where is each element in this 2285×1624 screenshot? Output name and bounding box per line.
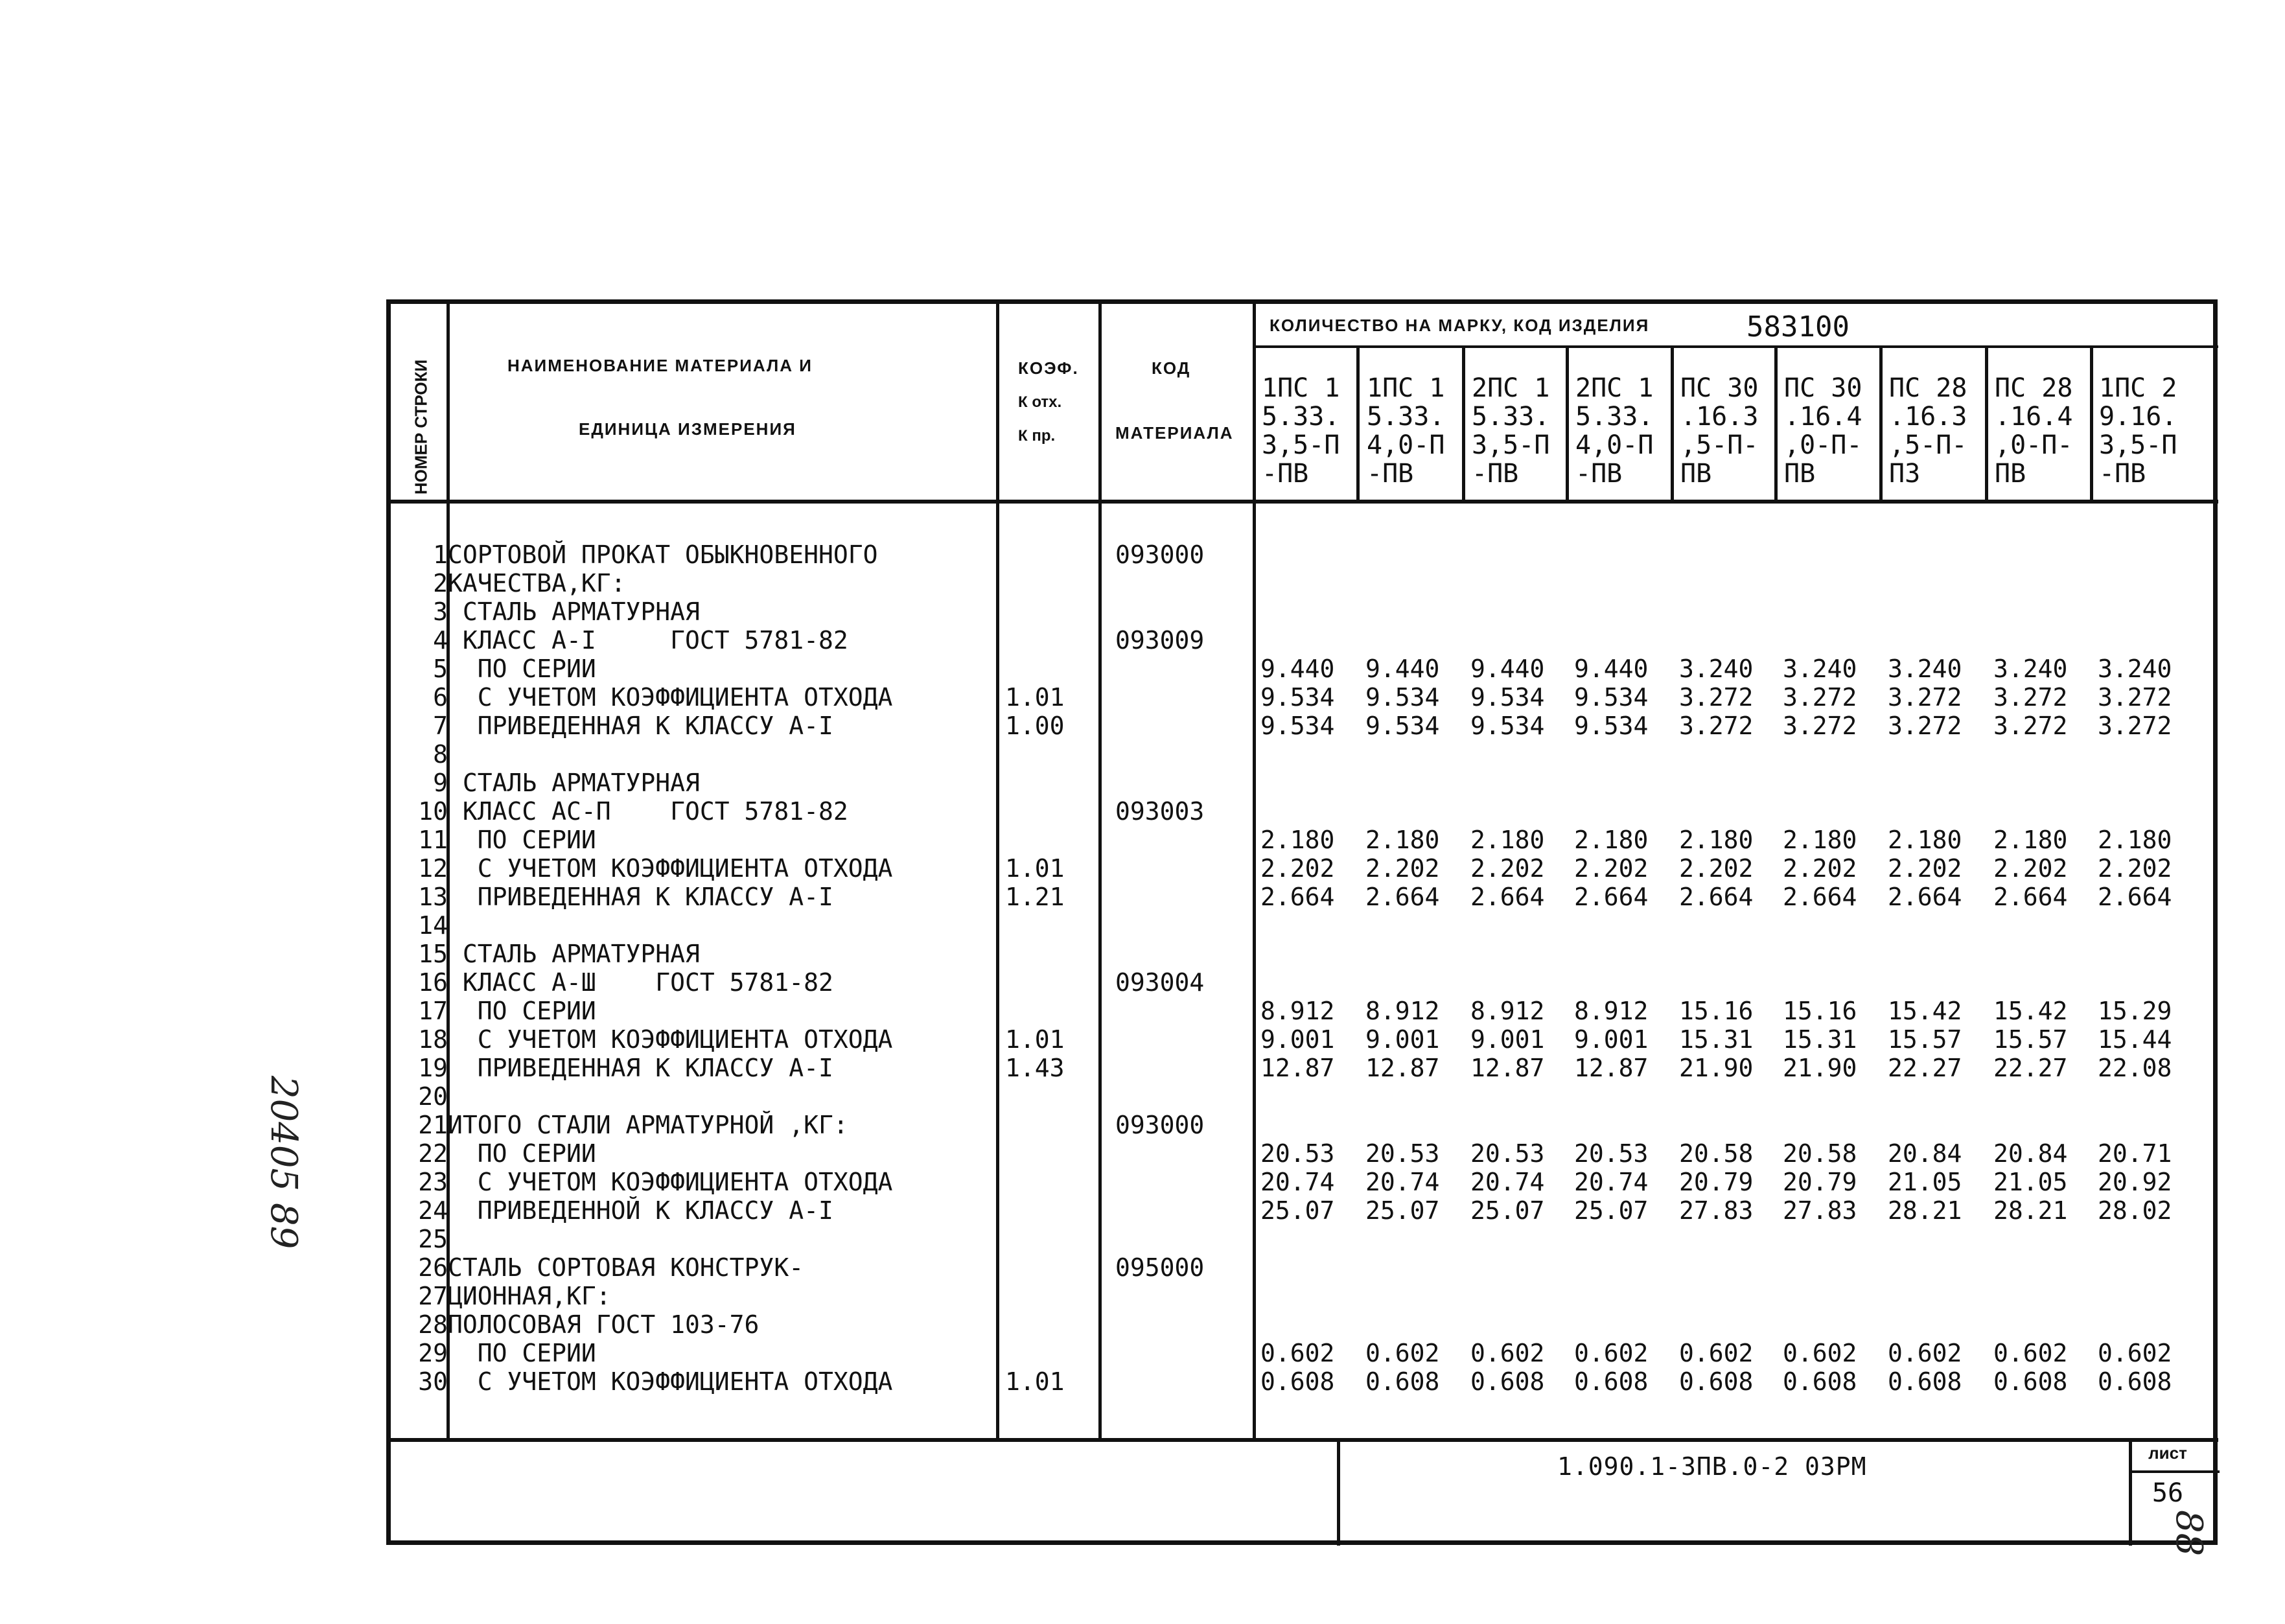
quantity-value: 0.608: [2098, 1367, 2172, 1396]
quantity-value: 20.53: [1574, 1139, 1649, 1168]
quantity-value: 15.44: [2098, 1025, 2172, 1054]
product-column-header: 2ПС 1 5.33. 4,0-П -ПВ: [1575, 374, 1654, 489]
quantity-value: 0.602: [2098, 1339, 2172, 1367]
quantity-value: 20.58: [1783, 1139, 1857, 1168]
quantity-value: 3.240: [1679, 655, 1754, 683]
quantity-value: 20.53: [1470, 1139, 1545, 1168]
quantity-value: 20.53: [1365, 1139, 1440, 1168]
quantity-value: 9.001: [1470, 1025, 1545, 1054]
quantity-value: 0.602: [1260, 1339, 1335, 1367]
material-name: ПОЛОСОВАЯ ГОСТ 103-76: [448, 1310, 760, 1339]
document-code: 1.090.1-3ПВ.0-2 03РМ: [1557, 1452, 1867, 1481]
product-column-header: ПС 28 .16.3 ,5-П- ПЗ: [1889, 374, 1967, 489]
quantity-value: 2.202: [1679, 854, 1754, 883]
material-code: 095000: [1115, 1253, 1205, 1282]
margin-note-right: 88: [2168, 1510, 2210, 1557]
material-name: КЛАСС А-Ш ГОСТ 5781-82: [448, 968, 833, 997]
quantity-value: 20.74: [1260, 1168, 1335, 1196]
material-name: ПРИВЕДЕННАЯ К КЛАССУ А-I: [448, 1054, 833, 1082]
quantity-value: 20.84: [1993, 1139, 2068, 1168]
coef-reduced-header: К пр.: [1018, 427, 1056, 445]
row-number: 6: [433, 683, 448, 712]
quantity-value: 2.180: [1574, 826, 1649, 854]
quantity-value: 2.664: [1679, 883, 1754, 911]
quantity-value: 15.42: [1888, 997, 1962, 1025]
material-name: СТАЛЬ АРМАТУРНАЯ: [448, 940, 700, 968]
quantity-value: 9.001: [1260, 1025, 1335, 1054]
quantity-value: 27.83: [1679, 1196, 1754, 1225]
quantity-value: 2.202: [1888, 854, 1962, 883]
quantity-value: 21.90: [1783, 1054, 1857, 1082]
material-name: ПРИВЕДЕННОЙ К КЛАССУ А-I: [448, 1196, 833, 1225]
quantity-value: 2.202: [1993, 854, 2068, 883]
row-number: 9: [433, 769, 448, 797]
quantity-value: 9.534: [1470, 712, 1545, 740]
quantity-value: 15.57: [1993, 1025, 2068, 1054]
material-code: 093003: [1115, 797, 1205, 826]
coefficient: 1.43: [1005, 1054, 1065, 1082]
header-bottom-line: [391, 500, 2218, 504]
row-number: 11: [418, 826, 448, 854]
material-name-header: НАИМЕНОВАНИЕ МАТЕРИАЛА И: [507, 356, 813, 375]
quantity-value: 0.602: [1574, 1339, 1649, 1367]
unit-header: ЕДИНИЦА ИЗМЕРЕНИЯ: [579, 419, 796, 439]
product-column-header: ПС 30 .16.3 ,5-П- ПВ: [1680, 374, 1759, 489]
quantity-value: 0.602: [1470, 1339, 1545, 1367]
row-number: 8: [433, 740, 448, 769]
margin-note-left: 20405 89: [262, 1076, 305, 1249]
material-name: С УЧЕТОМ КОЭФФИЦИЕНТА ОТХОДА: [448, 1367, 893, 1396]
quantity-value: 0.608: [1574, 1367, 1649, 1396]
quantity-value: 2.202: [1365, 854, 1440, 883]
quantity-value: 15.16: [1679, 997, 1754, 1025]
footer-top-line: [391, 1438, 2218, 1442]
quantity-value: 9.534: [1260, 683, 1335, 712]
material-name: ПО СЕРИИ: [448, 1139, 596, 1168]
coef-waste-header: К отх.: [1018, 393, 1062, 411]
quantity-value: 28.21: [1888, 1196, 1962, 1225]
header-divider: [1253, 345, 2218, 348]
quantity-value: 0.602: [1993, 1339, 2068, 1367]
coefficient: 1.21: [1005, 883, 1065, 911]
row-number: 4: [433, 626, 448, 655]
quantity-value: 20.79: [1679, 1168, 1754, 1196]
quantity-value: 9.534: [1260, 712, 1335, 740]
row-number: 14: [418, 911, 448, 940]
row-number: 5: [433, 655, 448, 683]
quantity-value: 15.31: [1783, 1025, 1857, 1054]
material-code-header: МАТЕРИАЛА: [1115, 423, 1234, 443]
row-number: 22: [418, 1139, 448, 1168]
quantity-value: 0.602: [1365, 1339, 1440, 1367]
quantity-value: 8.912: [1470, 997, 1545, 1025]
product-column-header: 1ПС 1 5.33. 4,0-П -ПВ: [1367, 374, 1445, 489]
footer-divider: [2129, 1470, 2220, 1473]
coef-header: КОЭФ.: [1018, 358, 1079, 378]
material-code: 093009: [1115, 626, 1205, 655]
material-name: СТАЛЬ СОРТОВАЯ КОНСТРУК-: [448, 1253, 804, 1282]
quantity-value: 20.74: [1365, 1168, 1440, 1196]
quantity-value: 0.602: [1679, 1339, 1754, 1367]
material-name: С УЧЕТОМ КОЭФФИЦИЕНТА ОТХОДА: [448, 854, 893, 883]
quantity-value: 8.912: [1365, 997, 1440, 1025]
material-name: С УЧЕТОМ КОЭФФИЦИЕНТА ОТХОДА: [448, 683, 893, 712]
quantity-value: 20.84: [1888, 1139, 1962, 1168]
quantity-value: 3.240: [1783, 655, 1857, 683]
material-name: ПО СЕРИИ: [448, 997, 596, 1025]
quantity-value: 3.272: [2098, 712, 2172, 740]
quantity-value: 9.534: [1574, 712, 1649, 740]
quantity-value: 20.53: [1260, 1139, 1335, 1168]
quantity-value: 9.440: [1574, 655, 1649, 683]
quantity-value: 15.16: [1783, 997, 1857, 1025]
quantity-value: 20.92: [2098, 1168, 2172, 1196]
quantity-value: 2.180: [1260, 826, 1335, 854]
row-number: 1: [433, 540, 448, 569]
quantity-value: 2.180: [2098, 826, 2172, 854]
row-number: 26: [418, 1253, 448, 1282]
coefficient: 1.01: [1005, 1367, 1065, 1396]
footer-divider: [2129, 1438, 2132, 1546]
code-header: КОД: [1152, 358, 1191, 378]
sheet-label: лист: [2148, 1443, 2187, 1463]
quantity-value: 25.07: [1574, 1196, 1649, 1225]
quantity-value: 20.58: [1679, 1139, 1754, 1168]
quantity-value: 0.608: [1260, 1367, 1335, 1396]
row-number: 15: [418, 940, 448, 968]
quantity-value: 9.440: [1365, 655, 1440, 683]
row-number: 19: [418, 1054, 448, 1082]
row-number: 17: [418, 997, 448, 1025]
quantity-value: 20.71: [2098, 1139, 2172, 1168]
quantity-value: 12.87: [1365, 1054, 1440, 1082]
sheet-number: 56: [2152, 1478, 2184, 1508]
material-code: 093000: [1115, 540, 1205, 569]
quantity-value: 15.31: [1679, 1025, 1754, 1054]
product-column-header: ПС 30 .16.4 ,0-П- ПВ: [1784, 374, 1862, 489]
quantity-value: 20.79: [1783, 1168, 1857, 1196]
row-number: 18: [418, 1025, 448, 1054]
quantity-value: 2.180: [1783, 826, 1857, 854]
quantity-value: 25.07: [1470, 1196, 1545, 1225]
coefficient: 1.01: [1005, 683, 1065, 712]
quantity-value: 27.83: [1783, 1196, 1857, 1225]
quantity-value: 2.664: [1260, 883, 1335, 911]
row-number: 7: [433, 712, 448, 740]
material-name: ПРИВЕДЕННАЯ К КЛАССУ А-I: [448, 712, 833, 740]
quantity-value: 25.07: [1260, 1196, 1335, 1225]
quantity-value: 9.534: [1365, 683, 1440, 712]
quantity-value: 3.272: [2098, 683, 2172, 712]
quantity-value: 28.21: [1993, 1196, 2068, 1225]
row-number: 27: [418, 1282, 448, 1310]
product-code: 583100: [1746, 310, 1850, 343]
material-code: 093000: [1115, 1111, 1205, 1139]
material-name: ПО СЕРИИ: [448, 826, 596, 854]
quantity-value: 0.608: [1679, 1367, 1754, 1396]
quantity-value: 22.27: [1888, 1054, 1962, 1082]
quantity-value: 2.202: [1260, 854, 1335, 883]
material-code: 093004: [1115, 968, 1205, 997]
quantity-value: 2.180: [1470, 826, 1545, 854]
quantity-value: 0.608: [1993, 1367, 2068, 1396]
quantity-value: 2.664: [1365, 883, 1440, 911]
quantity-value: 0.608: [1783, 1367, 1857, 1396]
quantity-value: 2.202: [1783, 854, 1857, 883]
quantity-header: КОЛИЧЕСТВО НА МАРКУ, КОД ИЗДЕЛИЯ: [1270, 316, 1650, 335]
material-name: СОРТОВОЙ ПРОКАТ ОБЫКНОВЕННОГО: [448, 540, 878, 569]
quantity-value: 21.05: [1888, 1168, 1962, 1196]
quantity-value: 21.90: [1679, 1054, 1754, 1082]
quantity-value: 9.534: [1470, 683, 1545, 712]
quantity-value: 28.02: [2098, 1196, 2172, 1225]
quantity-value: 2.180: [1365, 826, 1440, 854]
quantity-value: 8.912: [1260, 997, 1335, 1025]
quantity-value: 0.608: [1888, 1367, 1962, 1396]
quantity-value: 20.74: [1470, 1168, 1545, 1196]
quantity-value: 2.664: [1888, 883, 1962, 911]
quantity-value: 3.240: [2098, 655, 2172, 683]
row-number: 13: [418, 883, 448, 911]
material-name: ПО СЕРИИ: [448, 1339, 596, 1367]
quantity-value: 15.57: [1888, 1025, 1962, 1054]
row-number: 2: [433, 569, 448, 597]
quantity-value: 8.912: [1574, 997, 1649, 1025]
quantity-value: 22.08: [2098, 1054, 2172, 1082]
quantity-value: 3.240: [1993, 655, 2068, 683]
quantity-value: 3.272: [1888, 683, 1962, 712]
col-divider: [996, 304, 999, 1438]
row-number: 25: [418, 1225, 448, 1253]
quantity-value: 0.602: [1783, 1339, 1857, 1367]
quantity-value: 3.272: [1783, 683, 1857, 712]
product-column-header: ПС 28 .16.4 ,0-П- ПВ: [1995, 374, 2073, 489]
coefficient: 1.01: [1005, 1025, 1065, 1054]
row-number: 23: [418, 1168, 448, 1196]
quantity-value: 2.180: [1679, 826, 1754, 854]
quantity-value: 12.87: [1470, 1054, 1545, 1082]
quantity-value: 3.272: [1888, 712, 1962, 740]
quantity-value: 0.602: [1888, 1339, 1962, 1367]
material-name: ПО СЕРИИ: [448, 655, 596, 683]
quantity-value: 0.608: [1470, 1367, 1545, 1396]
quantity-value: 2.202: [1574, 854, 1649, 883]
quantity-value: 3.272: [1679, 712, 1754, 740]
coefficient: 1.01: [1005, 854, 1065, 883]
quantity-value: 2.180: [1993, 826, 2068, 854]
material-name: ЦИОННАЯ,КГ:: [448, 1282, 611, 1310]
quantity-value: 0.608: [1365, 1367, 1440, 1396]
material-name: КЛАСС А-I ГОСТ 5781-82: [448, 626, 848, 655]
footer-divider: [1337, 1438, 1340, 1546]
material-name: С УЧЕТОМ КОЭФФИЦИЕНТА ОТХОДА: [448, 1168, 893, 1196]
quantity-value: 2.202: [1470, 854, 1545, 883]
quantity-value: 15.42: [1993, 997, 2068, 1025]
quantity-value: 9.534: [1365, 712, 1440, 740]
coefficient: 1.00: [1005, 712, 1065, 740]
row-number: 28: [418, 1310, 448, 1339]
quantity-value: 2.664: [1470, 883, 1545, 911]
row-number: 10: [418, 797, 448, 826]
quantity-value: 3.272: [1783, 712, 1857, 740]
row-number: 3: [433, 597, 448, 626]
quantity-value: 2.664: [1783, 883, 1857, 911]
product-column-header: 1ПС 1 5.33. 3,5-П -ПВ: [1262, 374, 1340, 489]
quantity-value: 3.272: [1993, 683, 2068, 712]
quantity-value: 21.05: [1993, 1168, 2068, 1196]
quantity-value: 3.240: [1888, 655, 1962, 683]
quantity-value: 15.29: [2098, 997, 2172, 1025]
quantity-value: 2.664: [2098, 883, 2172, 911]
quantity-value: 9.001: [1574, 1025, 1649, 1054]
material-name: КАЧЕСТВА,КГ:: [448, 569, 626, 597]
table-frame: [386, 299, 2218, 1545]
material-name: ИТОГО СТАЛИ АРМАТУРНОЙ ,КГ:: [448, 1111, 848, 1139]
material-name: СТАЛЬ АРМАТУРНАЯ: [448, 769, 700, 797]
product-column-header: 1ПС 2 9.16. 3,5-П -ПВ: [2099, 374, 2177, 489]
quantity-value: 9.440: [1260, 655, 1335, 683]
quantity-value: 3.272: [1679, 683, 1754, 712]
quantity-value: 20.74: [1574, 1168, 1649, 1196]
material-name: СТАЛЬ АРМАТУРНАЯ: [448, 597, 700, 626]
quantity-value: 9.440: [1470, 655, 1545, 683]
product-column-header: 2ПС 1 5.33. 3,5-П -ПВ: [1472, 374, 1550, 489]
row-number: 12: [418, 854, 448, 883]
row-number: 16: [418, 968, 448, 997]
row-number: 29: [418, 1339, 448, 1367]
row-number: 24: [418, 1196, 448, 1225]
quantity-value: 3.272: [1993, 712, 2068, 740]
material-name: КЛАСС АС-П ГОСТ 5781-82: [448, 797, 848, 826]
quantity-value: 22.27: [1993, 1054, 2068, 1082]
quantity-value: 25.07: [1365, 1196, 1440, 1225]
row-number: 21: [418, 1111, 448, 1139]
quantity-value: 9.001: [1365, 1025, 1440, 1054]
row-number: 20: [418, 1082, 448, 1111]
row-number: 30: [418, 1367, 448, 1396]
material-name: С УЧЕТОМ КОЭФФИЦИЕНТА ОТХОДА: [448, 1025, 893, 1054]
quantity-value: 2.664: [1993, 883, 2068, 911]
quantity-value: 2.180: [1888, 826, 1962, 854]
quantity-value: 9.534: [1574, 683, 1649, 712]
material-name: ПРИВЕДЕННАЯ К КЛАССУ А-I: [448, 883, 833, 911]
quantity-value: 12.87: [1260, 1054, 1335, 1082]
quantity-value: 2.202: [2098, 854, 2172, 883]
row-number-header: НОМЕР СТРОКИ: [411, 359, 431, 495]
quantity-value: 12.87: [1574, 1054, 1649, 1082]
quantity-value: 2.664: [1574, 883, 1649, 911]
